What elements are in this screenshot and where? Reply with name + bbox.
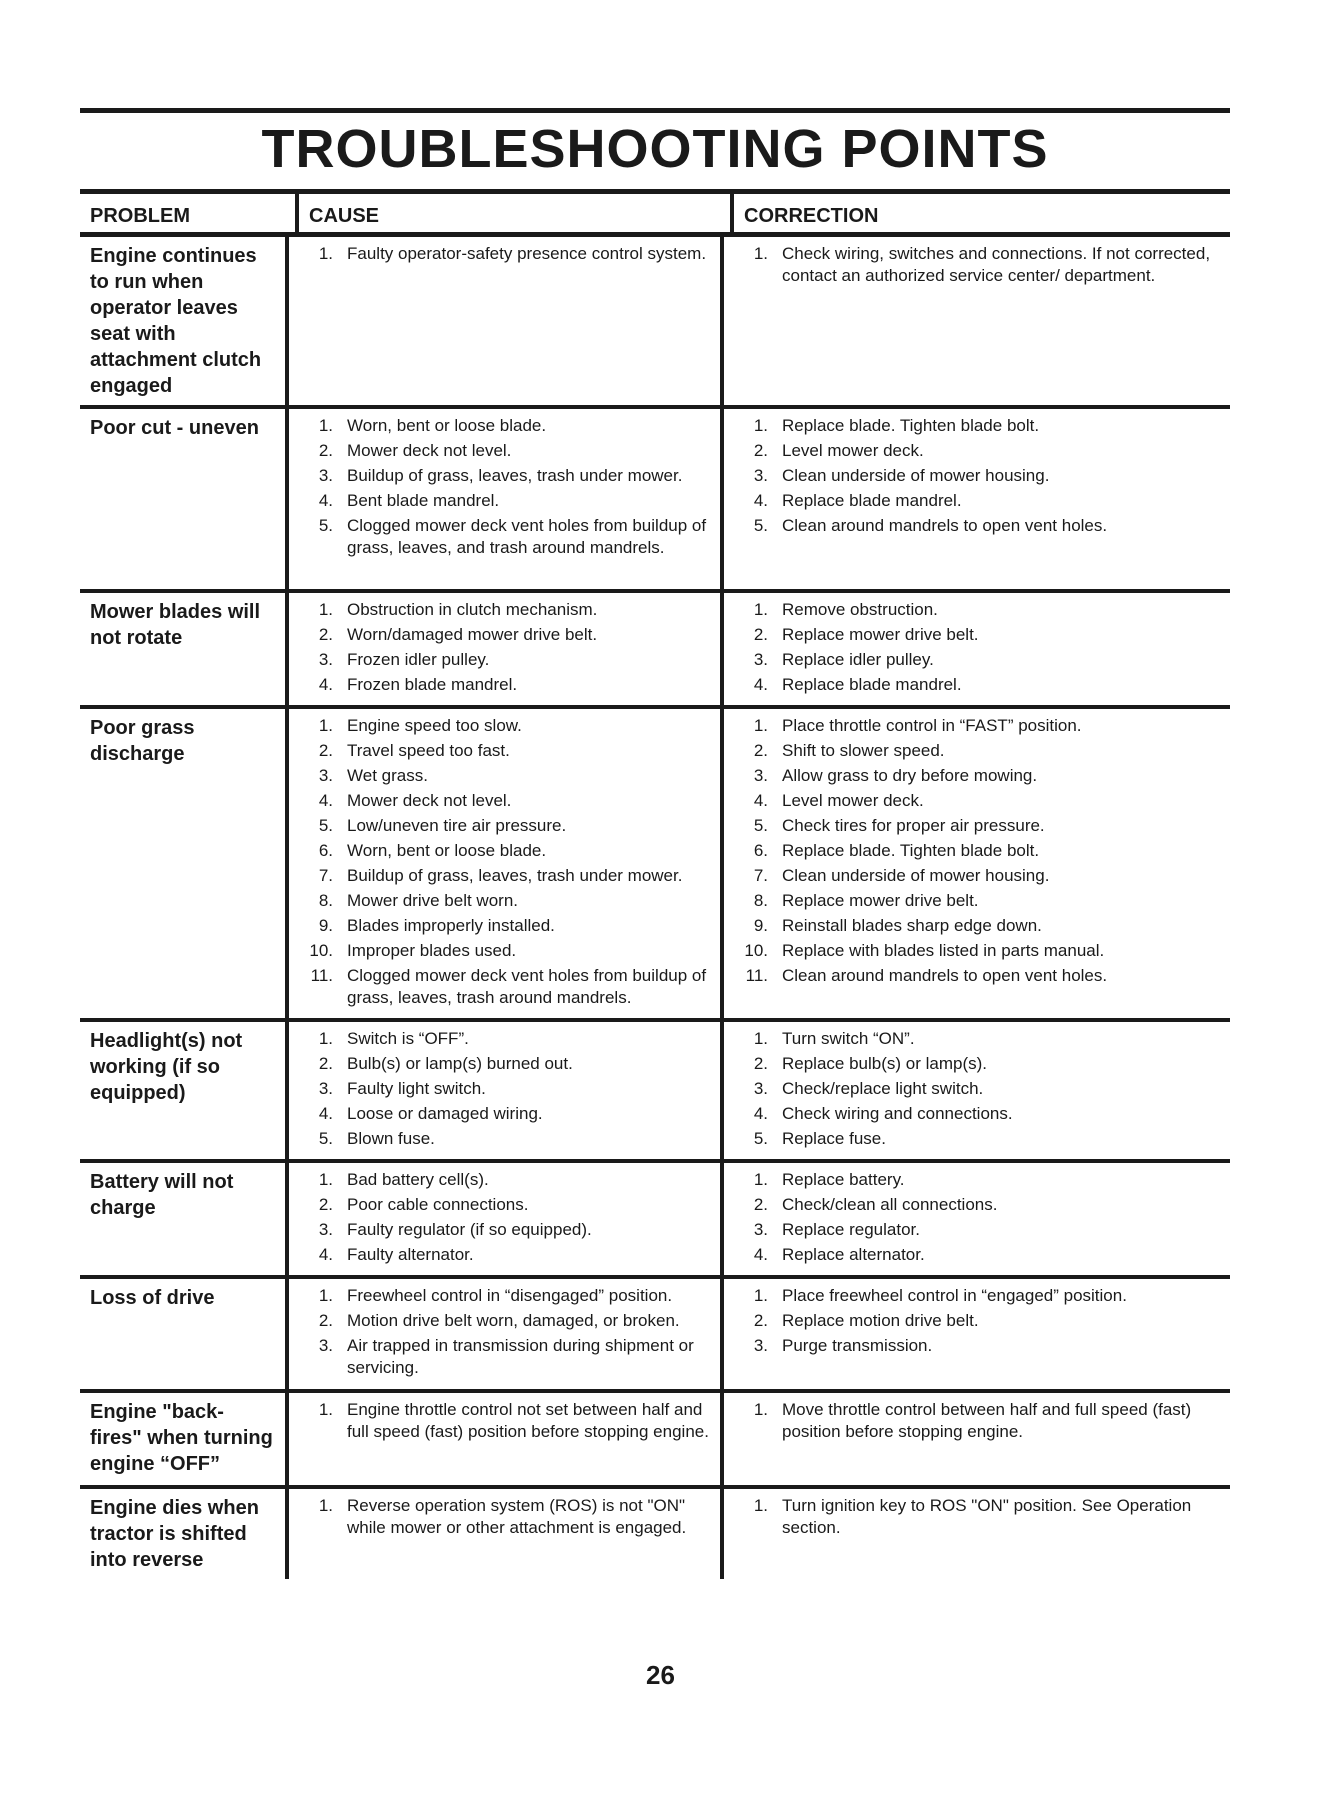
item-text: Mower deck not level.: [347, 441, 512, 460]
list-item: [738, 1495, 1224, 1539]
problem-cell: Mower blades will not rotate: [90, 601, 261, 649]
header-cause: [295, 194, 730, 232]
correction-list: [738, 715, 1224, 987]
list-item: [303, 740, 714, 762]
list-item: [303, 415, 714, 437]
list-item: [738, 490, 1224, 512]
item-number: 7.: [318, 866, 333, 885]
item-number: 1.: [753, 1170, 768, 1189]
list-item: [738, 599, 1224, 621]
item-number: 3.: [318, 1220, 333, 1239]
list-item: [303, 865, 714, 887]
cause-cell: [285, 1022, 720, 1159]
list-item: [303, 965, 714, 1009]
list-item: [738, 1219, 1224, 1241]
item-text: Engine speed too slow.: [347, 716, 522, 735]
list-item: [738, 840, 1224, 862]
correction-list: [738, 243, 1224, 287]
list-item: [738, 1169, 1224, 1191]
list-item: [738, 965, 1224, 987]
item-text: Faulty light switch.: [347, 1079, 486, 1098]
correction-cell: [720, 409, 1230, 589]
list-item: [303, 840, 714, 862]
list-item: [303, 915, 714, 937]
list-item: [303, 1244, 714, 1266]
item-number: 3.: [753, 466, 768, 485]
item-text: Level mower deck.: [782, 441, 924, 460]
problem-cell: Battery will not charge: [90, 1171, 234, 1219]
item-number: 1.: [318, 1170, 333, 1189]
list-item: [738, 1028, 1224, 1050]
item-number: 5.: [753, 816, 768, 835]
item-number: 4.: [753, 791, 768, 810]
list-item: [738, 1103, 1224, 1125]
list-item: [303, 599, 714, 621]
item-text: Place freewheel control in “engaged” position.: [782, 1286, 1127, 1305]
item-text: Switch is “OFF”.: [347, 1029, 469, 1048]
item-number: 4.: [753, 675, 768, 694]
list-item: [303, 715, 714, 737]
item-number: 2.: [753, 625, 768, 644]
item-number: 3.: [753, 1336, 768, 1355]
item-text: Check wiring and connections.: [782, 1104, 1013, 1123]
correction-list: [738, 1399, 1224, 1443]
item-text: Bad battery cell(s).: [347, 1170, 489, 1189]
item-number: 3.: [318, 766, 333, 785]
item-text: Clean underside of mower housing.: [782, 466, 1050, 485]
item-text: Replace blade. Tighten blade bolt.: [782, 416, 1040, 435]
item-text: Purge transmission.: [782, 1336, 933, 1355]
item-number: 1.: [318, 716, 333, 735]
list-item: [738, 1128, 1224, 1150]
list-item: [738, 815, 1224, 837]
cause-cell: [285, 593, 720, 705]
item-text: Check/clean all connections.: [782, 1195, 998, 1214]
list-item: [738, 790, 1224, 812]
item-number: 1.: [318, 244, 333, 263]
item-number: 1.: [753, 1496, 768, 1515]
item-number: 8.: [753, 891, 768, 910]
cause-cell: [285, 1489, 720, 1579]
problem-cell: Headlight(s) not working (if so equipped): [90, 1030, 243, 1104]
list-item: [738, 1335, 1224, 1357]
correction-cell: [720, 593, 1230, 705]
item-text: Clogged mower deck vent holes from buildup of grass, leaves, trash around mandrels.: [347, 966, 707, 1007]
item-number: 2.: [318, 625, 333, 644]
list-item: [738, 1399, 1224, 1443]
item-text: Replace alternator.: [782, 1245, 925, 1264]
correction-list: [738, 415, 1224, 537]
header-problem: PROBLEM: [90, 205, 190, 227]
correction-cell: [720, 1022, 1230, 1159]
item-text: Check tires for proper air pressure.: [782, 816, 1045, 835]
list-item: [738, 415, 1224, 437]
list-item: [303, 1028, 714, 1050]
item-number: 1.: [753, 244, 768, 263]
item-number: 3.: [753, 766, 768, 785]
item-text: Faulty alternator.: [347, 1245, 474, 1264]
troubleshooting-table: [80, 237, 1230, 1579]
list-item: [303, 1053, 714, 1075]
item-number: 1.: [318, 1029, 333, 1048]
item-text: Faulty regulator (if so equipped).: [347, 1220, 592, 1239]
item-number: 2.: [753, 441, 768, 460]
correction-list: [738, 1495, 1224, 1539]
item-text: Improper blades used.: [347, 941, 517, 960]
cause-list: [303, 1169, 714, 1266]
item-number: 5.: [318, 816, 333, 835]
item-number: 2.: [318, 1054, 333, 1073]
item-text: Turn ignition key to ROS "ON" position. See Operation section.: [782, 1496, 1192, 1537]
item-text: Remove obstruction.: [782, 600, 938, 619]
item-number: 3.: [318, 1079, 333, 1098]
list-item: [303, 1128, 714, 1150]
item-number: 2.: [753, 1311, 768, 1330]
troubleshooting-page: [80, 108, 1230, 1579]
list-item: [738, 865, 1224, 887]
cause-cell: [285, 409, 720, 589]
cause-cell: [285, 237, 720, 405]
item-text: Worn, bent or loose blade.: [347, 416, 547, 435]
item-text: Frozen idler pulley.: [347, 650, 490, 669]
list-item: [303, 490, 714, 512]
item-number: 11.: [310, 966, 333, 985]
list-item: [738, 440, 1224, 462]
list-item: [303, 243, 714, 265]
list-item: [303, 1103, 714, 1125]
item-number: 3.: [753, 1079, 768, 1098]
table-row: [80, 409, 1230, 589]
item-text: Worn, bent or loose blade.: [347, 841, 547, 860]
item-text: Replace mower drive belt.: [782, 625, 979, 644]
list-item: [738, 624, 1224, 646]
list-item: [303, 649, 714, 671]
item-number: 1.: [318, 1496, 333, 1515]
item-number: 1.: [753, 1400, 768, 1419]
top-rule: [80, 108, 1230, 113]
problem-cell: Loss of drive: [90, 1287, 215, 1309]
item-number: 3.: [753, 1220, 768, 1239]
header-cause-label: CAUSE: [309, 205, 380, 227]
item-number: 10.: [744, 941, 768, 960]
item-number: 1.: [753, 1029, 768, 1048]
list-item: [303, 515, 714, 559]
item-number: 4.: [318, 1245, 333, 1264]
item-number: 1.: [318, 1286, 333, 1305]
item-text: Reinstall blades sharp edge down.: [782, 916, 1042, 935]
item-text: Bent blade mandrel.: [347, 491, 500, 510]
item-text: Blown fuse.: [347, 1129, 435, 1148]
item-number: 3.: [318, 466, 333, 485]
item-text: Clean around mandrels to open vent holes.: [782, 966, 1108, 985]
item-number: 5.: [753, 1129, 768, 1148]
item-text: Replace fuse.: [782, 1129, 886, 1148]
problem-cell: Poor cut - uneven: [90, 417, 259, 439]
list-item: [738, 715, 1224, 737]
list-item: [738, 1053, 1224, 1075]
list-item: [738, 465, 1224, 487]
list-item: [303, 1495, 714, 1539]
list-item: [738, 243, 1224, 287]
item-number: 11.: [745, 966, 768, 985]
item-text: Replace bulb(s) or lamp(s).: [782, 1054, 988, 1073]
cause-list: [303, 1285, 714, 1379]
item-text: Freewheel control in “disengaged” position.: [347, 1286, 673, 1305]
list-item: [303, 790, 714, 812]
list-item: [303, 440, 714, 462]
item-text: Mower deck not level.: [347, 791, 512, 810]
correction-cell: [720, 1489, 1230, 1579]
table-row: [80, 709, 1230, 1018]
list-item: [303, 1310, 714, 1332]
item-number: 2.: [318, 741, 333, 760]
cause-list: [303, 1028, 714, 1150]
list-item: [738, 765, 1224, 787]
problem-cell: Engine dies when tractor is shifted into reverse: [90, 1497, 259, 1571]
table-row: [80, 237, 1230, 405]
item-text: Check wiring, switches and connections. If not corrected, contact an authorized service center/ department.: [782, 244, 1211, 285]
list-item: [303, 1078, 714, 1100]
item-number: 2.: [753, 1195, 768, 1214]
item-number: 9.: [753, 916, 768, 935]
list-item: [738, 890, 1224, 912]
cause-list: [303, 1495, 714, 1539]
item-number: 1.: [318, 1400, 333, 1419]
correction-cell: [720, 1163, 1230, 1275]
list-item: [303, 624, 714, 646]
list-item: [738, 1194, 1224, 1216]
list-item: [738, 515, 1224, 537]
list-item: [303, 890, 714, 912]
item-number: 2.: [753, 1054, 768, 1073]
item-number: 4.: [318, 675, 333, 694]
list-item: [303, 815, 714, 837]
list-item: [738, 740, 1224, 762]
item-number: 2.: [318, 1195, 333, 1214]
item-number: 2.: [753, 741, 768, 760]
item-number: 7.: [753, 866, 768, 885]
item-text: Faulty operator-safety presence control system.: [347, 244, 707, 263]
item-text: Replace with blades listed in parts manual.: [782, 941, 1105, 960]
item-text: Replace regulator.: [782, 1220, 920, 1239]
correction-cell: [720, 1393, 1230, 1485]
item-text: Worn/damaged mower drive belt.: [347, 625, 598, 644]
list-item: [303, 1219, 714, 1241]
list-item: [303, 1285, 714, 1307]
item-number: 3.: [318, 1336, 333, 1355]
item-text: Blades improperly installed.: [347, 916, 555, 935]
cause-list: [303, 599, 714, 696]
list-item: [303, 674, 714, 696]
item-text: Replace idler pulley.: [782, 650, 934, 669]
item-number: 1.: [753, 1286, 768, 1305]
correction-cell: [720, 709, 1230, 1018]
item-number: 1.: [753, 716, 768, 735]
item-text: Replace blade mandrel.: [782, 491, 962, 510]
list-item: [303, 1169, 714, 1191]
problem-cell: Engine continues to run when operator leaves seat with attachment clutch engaged: [90, 245, 262, 397]
item-number: 2.: [318, 1311, 333, 1330]
item-text: Allow grass to dry before mowing.: [782, 766, 1038, 785]
item-number: 2.: [318, 441, 333, 460]
item-number: 1.: [753, 416, 768, 435]
correction-list: [738, 1285, 1224, 1357]
item-text: Motion drive belt worn, damaged, or broken.: [347, 1311, 680, 1330]
item-number: 10.: [309, 941, 333, 960]
item-text: Travel speed too fast.: [347, 741, 510, 760]
header-correction-label: CORRECTION: [744, 205, 879, 227]
item-number: 9.: [318, 916, 333, 935]
item-text: Reverse operation system (ROS) is not "ON" while mower or other attachment is engaged.: [347, 1496, 687, 1537]
table-row: [80, 1393, 1230, 1485]
cause-cell: [285, 1393, 720, 1485]
item-text: Loose or damaged wiring.: [347, 1104, 543, 1123]
list-item: [303, 765, 714, 787]
cause-list: [303, 715, 714, 1009]
item-text: Air trapped in transmission during shipment or servicing.: [347, 1336, 694, 1377]
item-text: Bulb(s) or lamp(s) burned out.: [347, 1054, 573, 1073]
table-row: [80, 1279, 1230, 1389]
item-text: Clean around mandrels to open vent holes.: [782, 516, 1108, 535]
list-item: [738, 649, 1224, 671]
item-text: Obstruction in clutch mechanism.: [347, 600, 598, 619]
correction-list: [738, 1028, 1224, 1150]
correction-cell: [720, 1279, 1230, 1389]
item-number: 4.: [318, 1104, 333, 1123]
item-number: 1.: [753, 600, 768, 619]
table-row: [80, 593, 1230, 705]
item-text: Replace battery.: [782, 1170, 905, 1189]
list-item: [303, 940, 714, 962]
header-correction: [730, 194, 1230, 232]
cause-cell: [285, 1279, 720, 1389]
item-text: Clean underside of mower housing.: [782, 866, 1050, 885]
item-text: Level mower deck.: [782, 791, 924, 810]
table-row: [80, 1022, 1230, 1159]
list-item: [738, 1244, 1224, 1266]
item-text: Engine throttle control not set between half and full speed (fast) position before stopping engine.: [347, 1400, 709, 1441]
item-text: Move throttle control between half and full speed (fast) position before stopping engine.: [782, 1400, 1192, 1441]
item-text: Check/replace light switch.: [782, 1079, 984, 1098]
cause-list: [303, 1399, 714, 1443]
list-item: [303, 465, 714, 487]
item-number: 4.: [753, 491, 768, 510]
item-text: Replace mower drive belt.: [782, 891, 979, 910]
item-number: 5.: [753, 516, 768, 535]
item-text: Buildup of grass, leaves, trash under mower.: [347, 466, 683, 485]
item-text: Turn switch “ON”.: [782, 1029, 915, 1048]
item-text: Low/uneven tire air pressure.: [347, 816, 567, 835]
item-text: Replace blade mandrel.: [782, 675, 962, 694]
item-number: 4.: [753, 1104, 768, 1123]
table-header: [80, 194, 1230, 232]
item-number: 3.: [753, 650, 768, 669]
list-item: [738, 1078, 1224, 1100]
page-number: 26: [646, 1660, 675, 1690]
item-number: 1.: [318, 416, 333, 435]
item-text: Buildup of grass, leaves, trash under mower.: [347, 866, 683, 885]
item-text: Frozen blade mandrel.: [347, 675, 518, 694]
table-row: [80, 1489, 1230, 1579]
list-item: [738, 940, 1224, 962]
item-text: Poor cable connections.: [347, 1195, 529, 1214]
item-number: 6.: [318, 841, 333, 860]
correction-list: [738, 599, 1224, 696]
cause-cell: [285, 709, 720, 1018]
item-text: Replace motion drive belt.: [782, 1311, 979, 1330]
list-item: [303, 1335, 714, 1379]
item-text: Wet grass.: [347, 766, 428, 785]
item-number: 5.: [318, 1129, 333, 1148]
cause-list: [303, 415, 714, 559]
item-text: Shift to slower speed.: [782, 741, 945, 760]
list-item: [738, 1285, 1224, 1307]
list-item: [303, 1399, 714, 1443]
item-text: Mower drive belt worn.: [347, 891, 519, 910]
list-item: [738, 674, 1224, 696]
correction-cell: [720, 237, 1230, 405]
page-title: TROUBLESHOOTING POINTS: [261, 119, 1049, 179]
item-number: 4.: [318, 791, 333, 810]
cause-list: [303, 243, 714, 265]
item-number: 8.: [318, 891, 333, 910]
list-item: [303, 1194, 714, 1216]
problem-cell: Poor grass discharge: [90, 717, 195, 765]
item-text: Replace blade. Tighten blade bolt.: [782, 841, 1040, 860]
item-number: 3.: [318, 650, 333, 669]
item-text: Clogged mower deck vent holes from buildup of grass, leaves, and trash around mandrels.: [347, 516, 707, 557]
item-text: Place throttle control in “FAST” position.: [782, 716, 1082, 735]
item-number: 5.: [318, 516, 333, 535]
item-number: 6.: [753, 841, 768, 860]
table-row: [80, 1163, 1230, 1275]
item-number: 4.: [753, 1245, 768, 1264]
list-item: [738, 915, 1224, 937]
item-number: 4.: [318, 491, 333, 510]
problem-cell: Engine "back-fires" when turning engine “OFF”: [90, 1401, 273, 1475]
cause-cell: [285, 1163, 720, 1275]
item-number: 1.: [318, 600, 333, 619]
correction-list: [738, 1169, 1224, 1266]
list-item: [738, 1310, 1224, 1332]
